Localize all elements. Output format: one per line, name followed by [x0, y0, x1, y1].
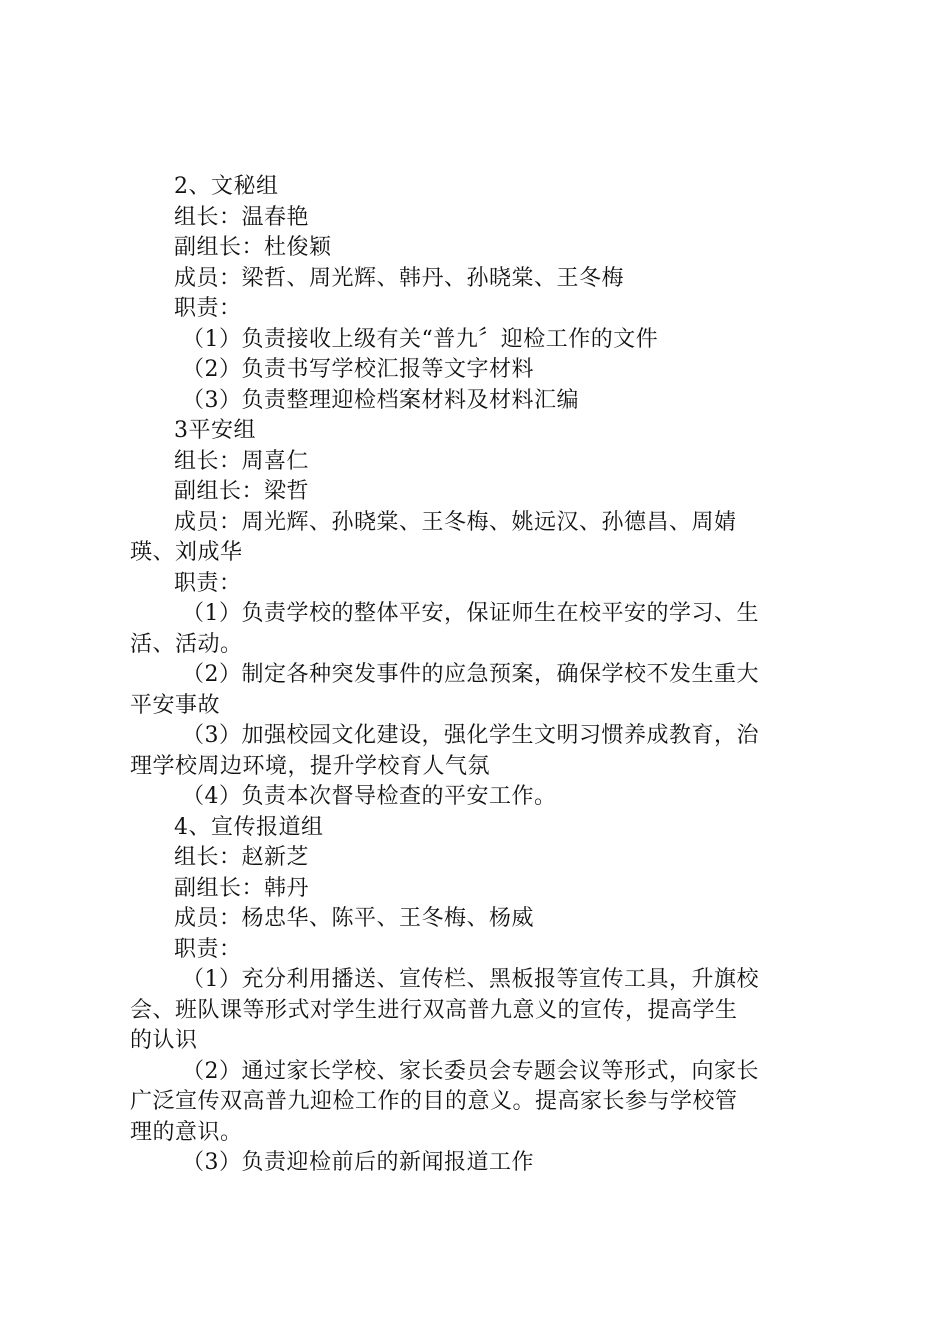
duty-item: （2）制定各种突发事件的应急预案，确保学校不发生重大: [182, 662, 759, 687]
group-members: 成员：梁哲、周光辉、韩丹、孙晓棠、王冬梅: [174, 265, 625, 291]
group-members: 成员：杨忠华、陈平、王冬梅、杨威: [174, 906, 535, 931]
duty-item: （2）负责书写学校汇报等文字材料: [182, 357, 534, 382]
group-leader: 组长：温春艳: [174, 204, 310, 230]
duty-item: （1）负责学校的整体平安，保证师生在校平安的学习、生: [182, 601, 759, 626]
duty-item-continued: 广泛宣传双高普九迎检工作的目的意义。提高家长参与学校管: [130, 1089, 738, 1114]
duty-item: （3）负责迎检前后的新闻报道工作: [182, 1150, 534, 1175]
duty-item-continued: 理学校周边环境，提升学校育人气氛: [130, 753, 491, 779]
duties-label: 职责：: [174, 936, 242, 962]
duty-item: （2）通过家长学校、家长委员会专题会议等形式，向家长: [182, 1058, 759, 1084]
duty-item: （3）加强校园文化建设，强化学生文明习惯养成教育，治: [182, 723, 759, 748]
section-heading-publicity: 4、宣传报道组: [174, 814, 324, 840]
group-deputy: 副组长：梁哲: [174, 479, 310, 504]
group-members-continued: 瑛、刘成华: [130, 540, 243, 565]
section-heading-secretariat: 2、文秘组: [174, 174, 279, 199]
group-deputy: 副组长：韩丹: [174, 875, 310, 901]
group-leader: 组长：赵新芝: [174, 845, 310, 870]
duty-item: （4）负责本次督导检查的平安工作。: [182, 784, 557, 809]
duties-label: 职责：: [174, 570, 242, 596]
duty-item: （3）负责整理迎检档案材料及材料汇编: [182, 387, 579, 413]
duty-item-continued: 的认识: [130, 1028, 198, 1053]
duty-item-continued: 平安事故: [130, 692, 221, 718]
duty-item-continued: 理的意识。: [130, 1119, 243, 1145]
duty-item: （1）充分利用播送、宣传栏、黑板报等宣传工具，升旗校: [182, 967, 759, 992]
group-members: 成员：周光辉、孙晓棠、王冬梅、姚远汉、孙德昌、周婧: [174, 509, 737, 535]
duties-label: 职责：: [174, 296, 242, 321]
group-deputy: 副组长：杜俊颖: [174, 235, 332, 260]
duty-item-continued: 活、活动。: [130, 631, 243, 657]
section-heading-safety: 3平安组: [174, 418, 256, 443]
group-leader: 组长：周喜仁: [174, 448, 310, 474]
duty-item-continued: 会、班队课等形式对学生进行双高普九意义的宣传，提高学生: [130, 997, 738, 1023]
document-body: [130, 172, 830, 1179]
duty-item: （1）负责接收上级有关“普九〞迎检工作的文件: [182, 326, 659, 352]
